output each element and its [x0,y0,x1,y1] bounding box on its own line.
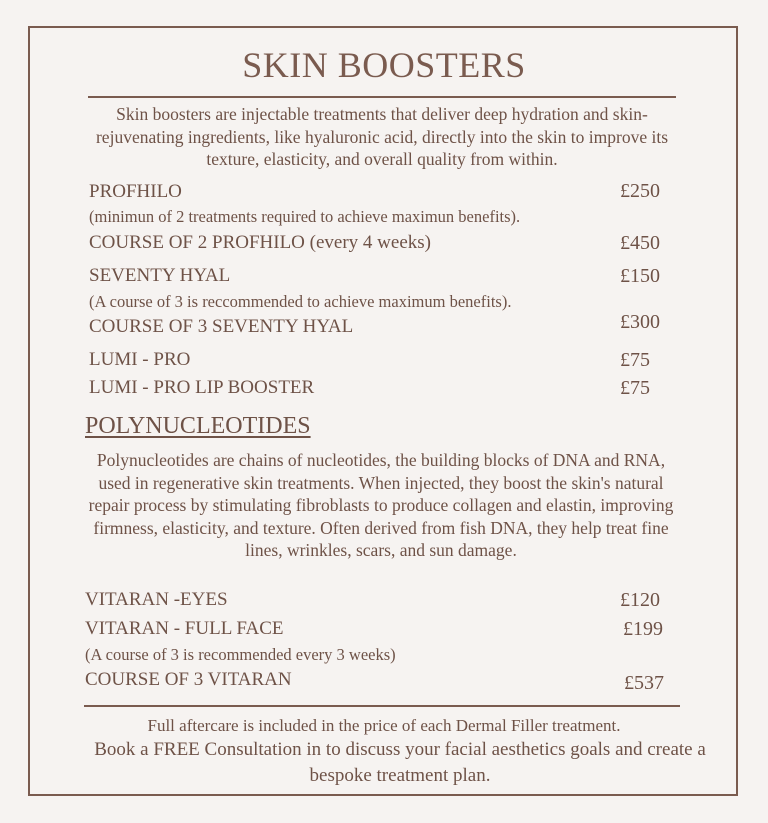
item-name: PROFHILO [89,181,182,202]
item-note: (A course of 3 is recommended every 3 weeks) [85,645,396,664]
item-name: VITARAN -EYES [85,589,228,610]
item-name: COURSE OF 3 SEVENTY HYAL [89,316,354,337]
polynucleotides-heading: POLYNUCLEOTIDES [85,413,311,439]
page-title: SKIN BOOSTERS [242,45,526,85]
footer-divider [84,705,680,707]
item-name: COURSE OF 2 PROFHILO (every 4 weeks) [89,232,431,253]
item-price: £450 [620,232,660,254]
item-price: £300 [620,311,660,333]
item-price: £250 [620,180,660,202]
polynucleotides-description: Polynucleotides are chains of nucleotides, the building blocks of DNA and RNA, used in regenerative skin treatments. When injected, they boost the skin's natural repair process by stimulating fibroblasts to produce collagen and elastin, improving firmness, elasticity, and texture. Often derived from fish DNA, they help treat fine lines, wrinkles, scars, and sun damage. [88,450,674,560]
item-name: COURSE OF 3 VITARAN [85,669,292,690]
title-divider [88,96,676,98]
item-price: £537 [624,672,664,694]
item-name: LUMI - PRO [89,349,191,370]
item-name: LUMI - PRO LIP BOOSTER [89,377,315,398]
item-note: (minimun of 2 treatments required to achieve maximun benefits). [89,207,521,226]
item-price: £75 [620,377,650,399]
consultation-note: Book a FREE Consultation in to discuss your facial aesthetics goals and create a bespoke treatment plan. [94,739,706,786]
aftercare-note: Full aftercare is included in the price of each Dermal Filler treatment. [147,716,621,735]
item-price: £199 [623,618,663,640]
item-note: (A course of 3 is reccommended to achieve maximum benefits). [89,292,512,311]
skin-boosters-intro: Skin boosters are injectable treatments that deliver deep hydration and skin-rejuvenating ingredients, like hyaluronic acid, directly into the skin to improve its texture, elasticity, and overall quality from within. [95,104,668,169]
item-name: VITARAN - FULL FACE [85,618,284,639]
item-price: £120 [620,589,660,611]
item-name: SEVENTY HYAL [89,265,231,286]
item-price: £150 [620,265,660,287]
item-price: £75 [620,349,650,371]
